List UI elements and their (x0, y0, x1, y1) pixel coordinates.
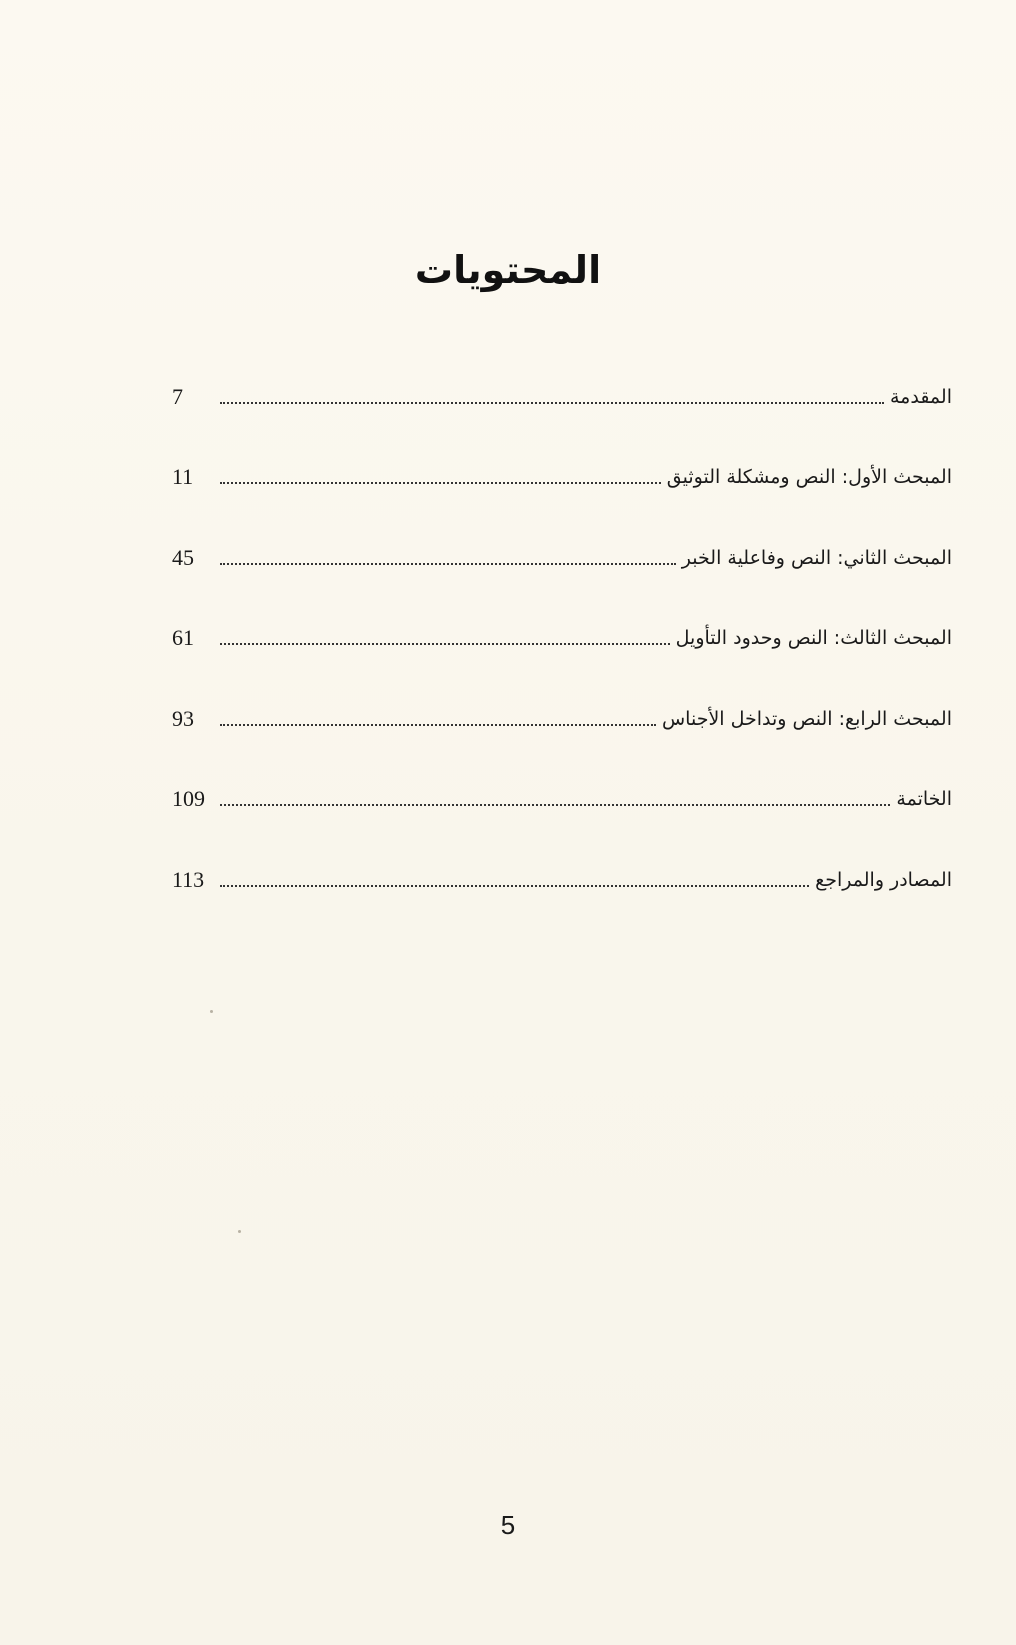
toc-entry-chapter-1[interactable] (172, 460, 952, 494)
dot-leader (220, 402, 884, 404)
page-title: المحتويات (414, 248, 602, 292)
toc-page-number: 61 (172, 625, 194, 650)
toc-page-number: 113 (172, 867, 205, 892)
dot-leader (220, 563, 676, 565)
toc-entry-label: المبحث الرابع: النص وتداخل الأجناس (661, 708, 952, 730)
toc-entry-label: المصادر والمراجع (815, 869, 952, 891)
dot-leader (220, 482, 661, 484)
dot-leader (220, 724, 656, 726)
dot-leader (220, 643, 670, 645)
dot-leader (220, 885, 809, 887)
toc-entry-introduction[interactable] (172, 380, 952, 414)
toc-page-number: 45 (172, 545, 194, 570)
toc-entry-label: الخاتمة (896, 788, 952, 810)
dot-leader (220, 804, 890, 806)
paper-speck (210, 1010, 213, 1013)
toc-page-number: 7 (172, 384, 183, 409)
toc-entry-label: المبحث الأول: النص ومشكلة التوثيق (666, 466, 952, 488)
page-number: 5 (500, 1510, 516, 1540)
toc-entry-label: المبحث الثاني: النص وفاعلية الخبر (681, 547, 952, 569)
toc-entry-chapter-3[interactable] (172, 621, 952, 655)
toc-entry-chapter-4[interactable] (172, 702, 952, 736)
paper-speck (238, 1230, 241, 1233)
toc-page-number: 109 (172, 786, 205, 811)
toc-entry-label: المقدمة (889, 386, 952, 408)
toc-entry-chapter-2[interactable] (172, 541, 952, 575)
toc-entry-label: المبحث الثالث: النص وحدود التأويل (675, 627, 952, 649)
toc-entry-conclusion[interactable] (172, 782, 952, 816)
toc-page-number: 93 (172, 706, 194, 731)
toc-page-number: 11 (172, 464, 194, 489)
toc-entry-references[interactable] (172, 863, 952, 897)
